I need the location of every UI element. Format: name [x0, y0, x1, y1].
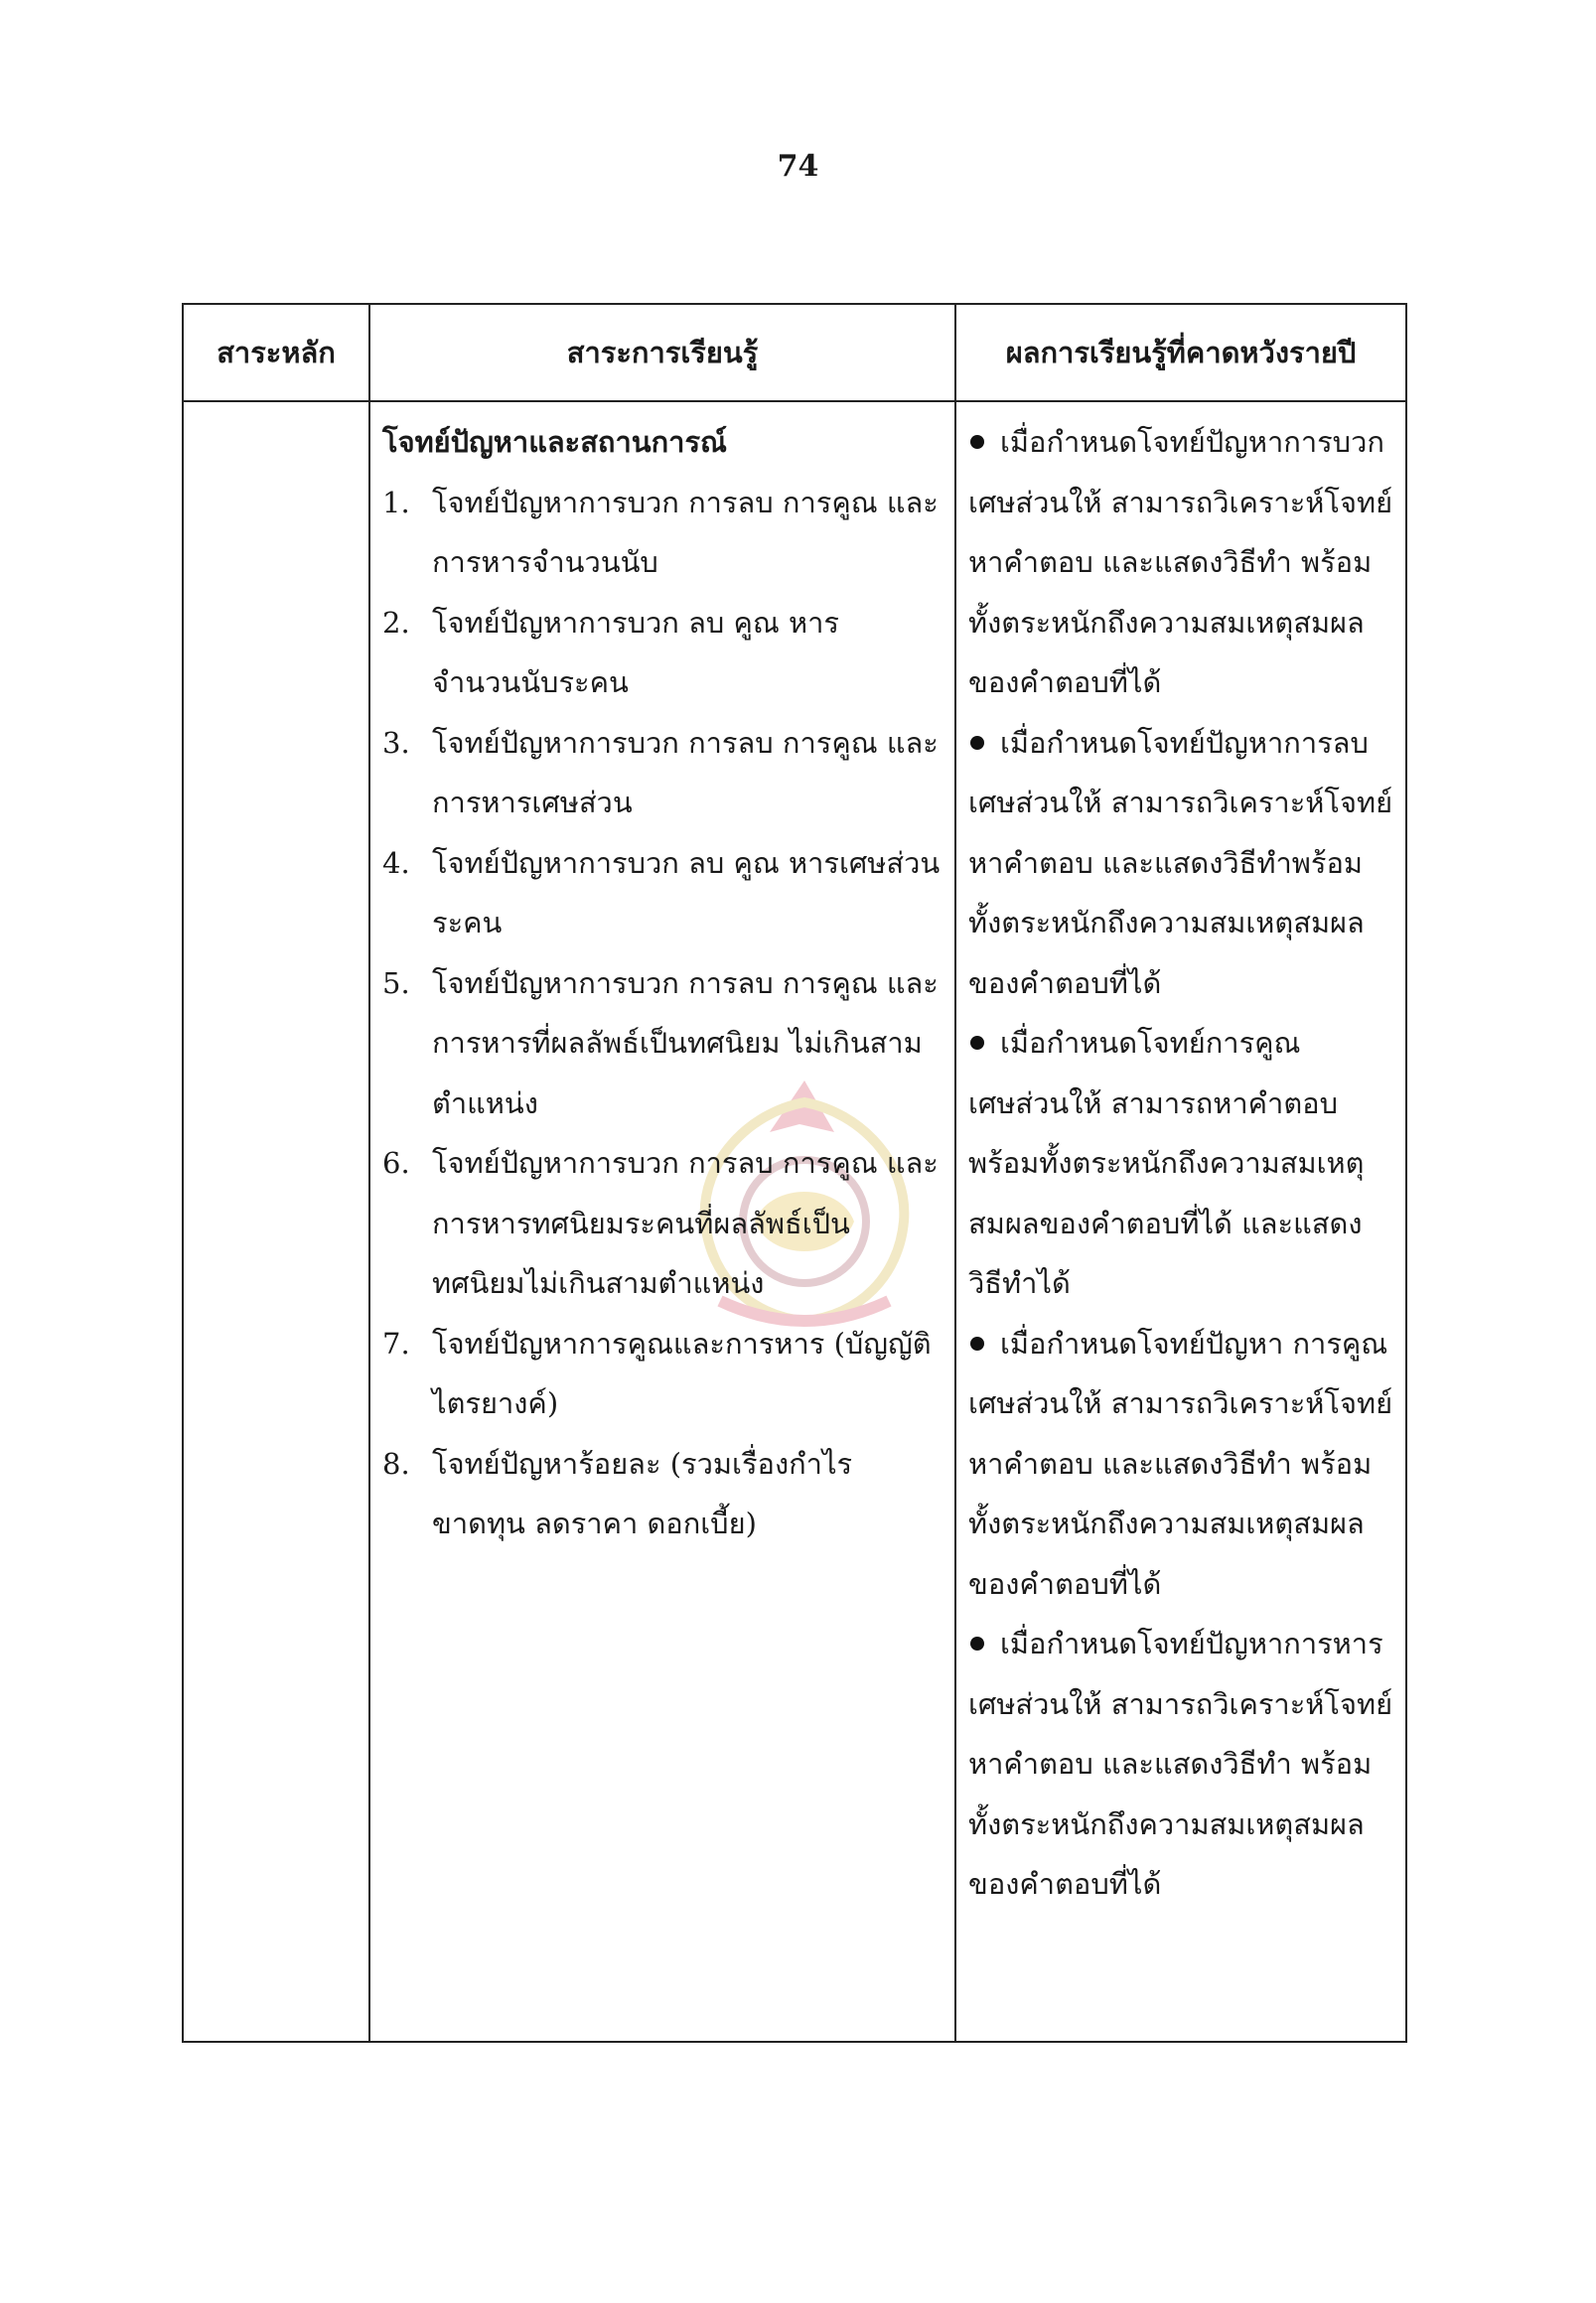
header-learning-content: สาระการเรียนรู้: [369, 304, 955, 401]
item-text: โจทย์ปัญหาการบวก ลบ คูณ หารเศษส่วนระคน: [432, 845, 941, 939]
item-number: 3.: [382, 725, 410, 760]
bullet-icon: [970, 1637, 984, 1651]
list-item: [382, 1434, 943, 1554]
outcome-item: [968, 1013, 1393, 1314]
table-row: [183, 401, 1406, 2042]
item-text: โจทย์ปัญหาการบวก การลบ การคูณ และการหารเศษส่วน: [432, 725, 939, 819]
outcome-text: เมื่อกำหนดโจทย์ปัญหาการลบเศษส่วนให้ สามารถวิเคราะห์โจทย์หาคำตอบ และแสดงวิธีทำพร้อมทั้งตระหนักถึงความสมเหตุสมผลของคำตอบที่ได้: [968, 725, 1393, 1000]
item-number: 8.: [382, 1446, 410, 1481]
outcome-text: เมื่อกำหนดโจทย์ปัญหาการบวกเศษส่วนให้ สามารถวิเคราะห์โจทย์หาคำตอบ และแสดงวิธีทำ พร้อมทั้งตระหนักถึงความสมเหตุสมผลของคำตอบที่ได้: [968, 425, 1393, 699]
outcome-text: เมื่อกำหนดโจทย์ปัญหา การคูณเศษส่วนให้ สามารถวิเคราะห์โจทย์หาคำตอบ และแสดงวิธีทำ พร้อมทั้งตระหนักถึงความสมเหตุสมผลของคำตอบที่ได้: [968, 1326, 1393, 1601]
list-item: [382, 593, 943, 713]
item-text: โจทย์ปัญหาการบวก การลบ การคูณ และการหารที่ผลลัพธ์เป็นทศนิยม ไม่เกินสามตำแหน่ง: [432, 965, 939, 1120]
item-text: โจทย์ปัญหาร้อยละ (รวมเรื่องกำไร ขาดทุน ลดราคา ดอกเบี้ย): [432, 1446, 853, 1540]
learning-content-cell: [369, 401, 955, 2042]
expected-outcomes-cell: [955, 401, 1406, 2042]
item-text: โจทย์ปัญหาการบวก ลบ คูณ หารจำนวนนับระคน: [432, 605, 839, 699]
curriculum-table: [182, 303, 1407, 2043]
list-item: [382, 1133, 943, 1314]
header-main-content: สาระหลัก: [183, 304, 369, 401]
list-item: [382, 713, 943, 833]
bullet-icon: [970, 435, 984, 449]
topic-list: [382, 473, 943, 1554]
outcome-item: [968, 1314, 1393, 1615]
item-text: โจทย์ปัญหาการบวก การลบ การคูณ และการหารจำนวนนับ: [432, 485, 939, 579]
main-content-cell: [183, 401, 369, 2042]
table-header-row: [183, 304, 1406, 401]
item-text: โจทย์ปัญหาการบวก การลบ การคูณ และการหารทศนิยมระคนที่ผลลัพธ์เป็นทศนิยมไม่เกินสามตำแหน่ง: [432, 1146, 939, 1300]
topic-heading: โจทย์ปัญหาและสถานการณ์: [382, 425, 727, 459]
list-item: [382, 1314, 943, 1434]
outcome-text: เมื่อกำหนดโจทย์ปัญหาการหารเศษส่วนให้ สามารถวิเคราะห์โจทย์หาคำตอบ และแสดงวิธีทำ พร้อมทั้งตระหนักถึงความสมเหตุสมผลของคำตอบที่ได้: [968, 1627, 1393, 1901]
header-expected-outcomes: ผลการเรียนรู้ที่คาดหวังรายปี: [955, 304, 1406, 401]
item-text: โจทย์ปัญหาการคูณและการหาร (บัญญัติไตรยางค์): [432, 1326, 932, 1420]
item-number: 6.: [382, 1146, 410, 1180]
item-number: 1.: [382, 485, 410, 519]
bullet-icon: [970, 1337, 984, 1351]
list-item: [382, 833, 943, 953]
outcome-text: เมื่อกำหนดโจทย์การคูณ เศษส่วนให้ สามารถหาคำตอบพร้อมทั้งตระหนักถึงความสมเหตุสมผลของคำตอบที่ได้ และแสดงวิธีทำได้: [968, 1026, 1365, 1300]
outcome-item: [968, 412, 1393, 713]
item-number: 2.: [382, 605, 410, 640]
list-item: [382, 953, 943, 1134]
item-number: 5.: [382, 965, 410, 1000]
outcome-item: [968, 1614, 1393, 1915]
list-item: [382, 473, 943, 593]
bullet-icon: [970, 736, 984, 750]
outcome-item: [968, 713, 1393, 1014]
bullet-icon: [970, 1036, 984, 1050]
page-number: 74: [777, 149, 819, 184]
item-number: 4.: [382, 845, 410, 880]
item-number: 7.: [382, 1326, 410, 1361]
